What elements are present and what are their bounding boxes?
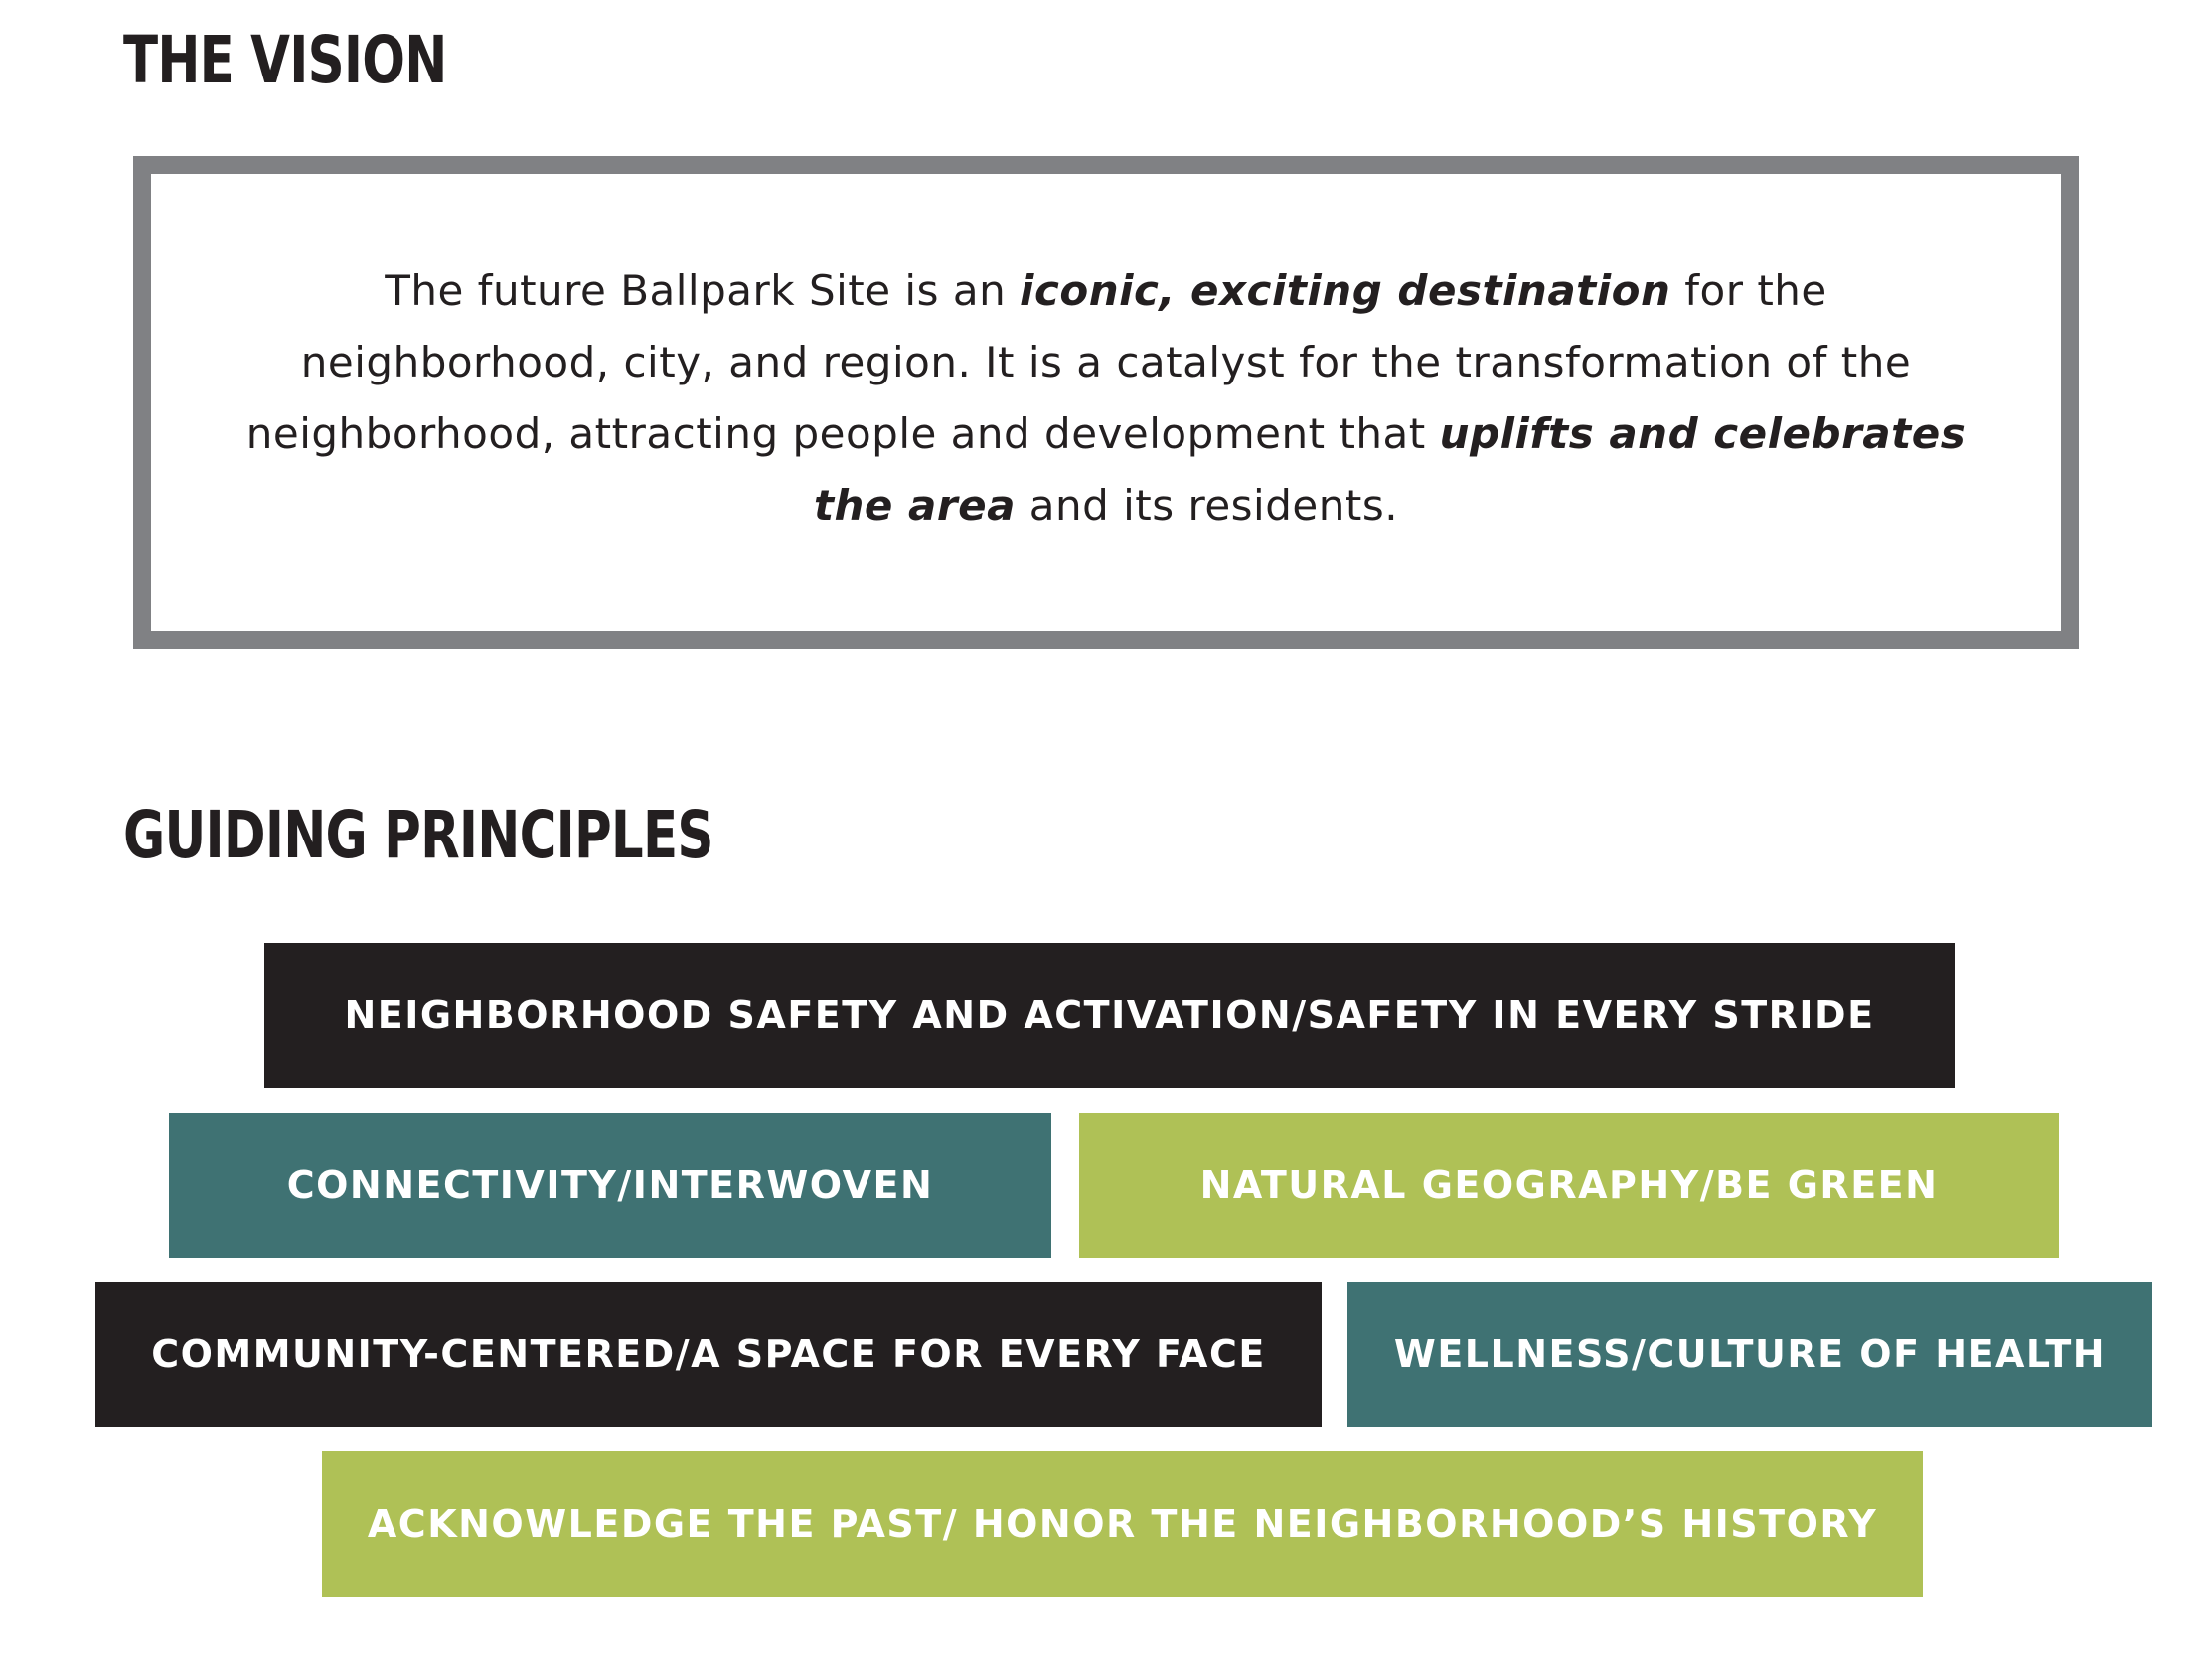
principle-acknowledge-past: ACKNOWLEDGE THE PAST/ HONOR THE NEIGHBORHOOD’S HISTORY <box>322 1451 1923 1597</box>
vision-emphasis: uplifts and celebrates the area <box>813 409 1967 530</box>
principle-connectivity: CONNECTIVITY/INTERWOVEN <box>169 1113 1051 1258</box>
guiding-principles-heading: GUIDING PRINCIPLES <box>123 797 713 873</box>
vision-emphasis: iconic, exciting destination <box>1020 266 1671 315</box>
vision-statement <box>232 255 1980 541</box>
vision-text-part: The future Ballpark Site is an <box>385 266 1021 315</box>
principle-neighborhood-safety: NEIGHBORHOOD SAFETY AND ACTIVATION/SAFETY IN EVERY STRIDE <box>264 943 1955 1088</box>
principle-natural-geography: NATURAL GEOGRAPHY/BE GREEN <box>1079 1113 2059 1258</box>
principle-wellness: WELLNESS/CULTURE OF HEALTH <box>1347 1282 2152 1427</box>
vision-heading: THE VISION <box>123 22 447 98</box>
vision-text-part: for the neighborhood, city, and region. It is a catalyst for the transformation of the neighborhood, attracting people and development that <box>245 266 1912 458</box>
principle-community-centered: COMMUNITY-CENTERED/A SPACE FOR EVERY FACE <box>95 1282 1322 1427</box>
vision-statement-box <box>133 156 2079 649</box>
vision-text-part: and its residents. <box>1015 481 1399 530</box>
